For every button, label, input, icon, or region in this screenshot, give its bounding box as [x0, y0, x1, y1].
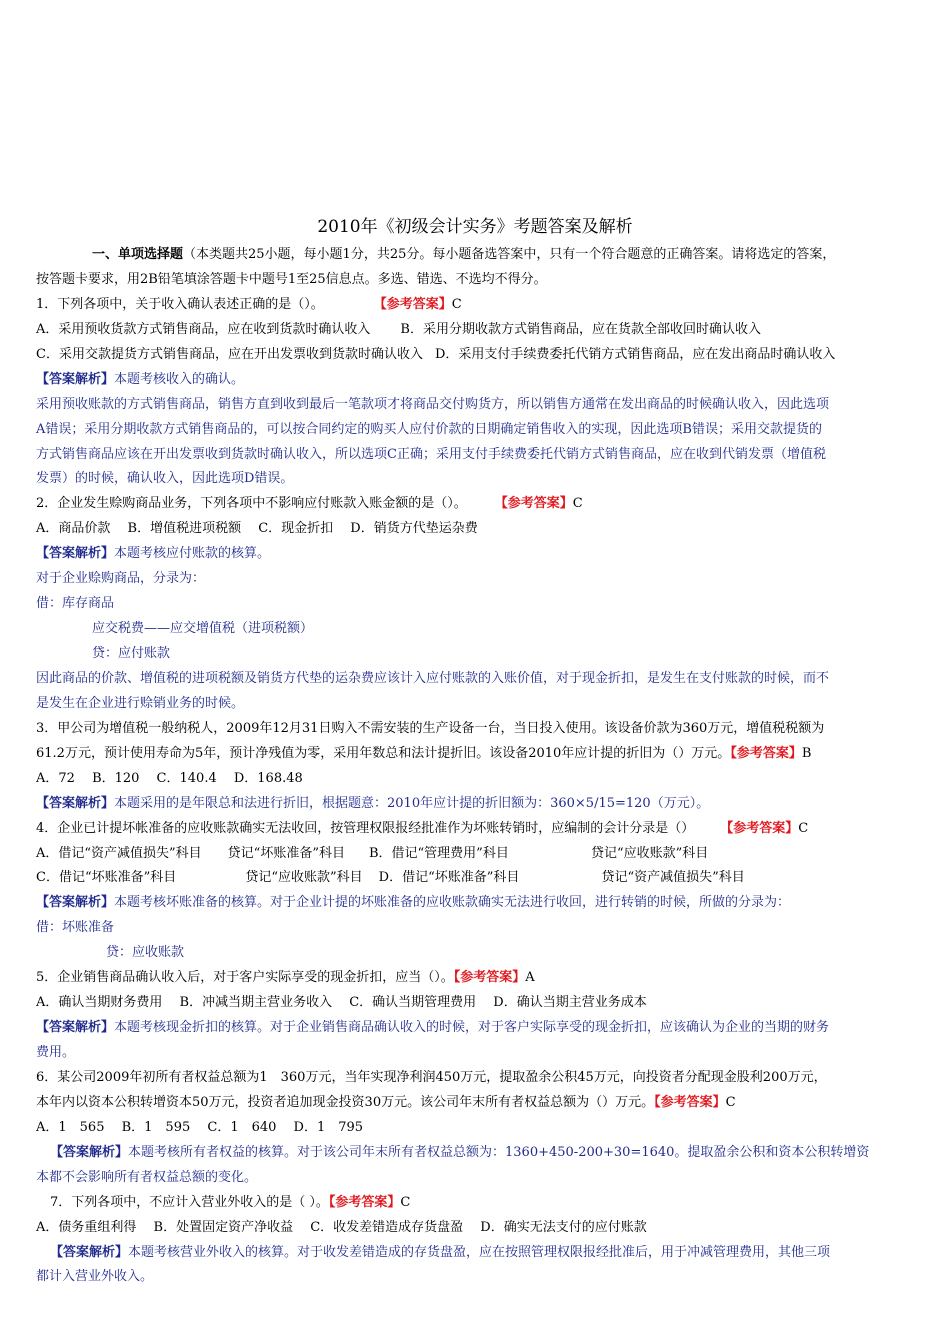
q1-options-cd — [36, 343, 916, 368]
q3-answer-tag: 【参考答案】 — [730, 745, 802, 761]
q3-stem-2: 61.2万元，预计使用寿命为5年，预计净残值为零，采用年数总和法计提折旧。该设备2010年应计提的折旧为（）万元。 — [36, 745, 731, 761]
q4-option-c: C．借记“坏账准备”科目 贷记“应收账款”科目 — [36, 870, 363, 886]
q2-entry-intro: 对于企业赊购商品，分录为： — [36, 571, 206, 587]
q7-options: A．债务重组利得 B．处置固定资产净收益 C．收发差错造成存货盘盈 D．确实无法支付的应付账款 — [36, 1219, 647, 1235]
q4-analysis-line — [36, 891, 916, 916]
q5-options: A．确认当期财务费用 B．冲减当期主营业务收入 C．确认当期管理费用 D．确认当期主营业务成本 — [36, 995, 647, 1011]
q3-analysis: 本题采用的是年限总和法进行折旧，根据题意：2010年应计提的折旧额为：360×5/15=120（万元）。 — [114, 795, 710, 811]
q1-options-ab — [36, 318, 916, 343]
q1-explain-3: 方式销售商品应该在开出发票收到货款时确认收入，所以选项C正确；采用支付手续费委托代销方式销售商品，应在收到代销发票（增值税 — [36, 446, 826, 462]
q7-answer-tag: 【参考答案】 — [328, 1194, 401, 1210]
q1-analysis-tag: 【答案解析】 — [36, 371, 115, 387]
q1-option-a: A．采用预收货款方式销售商品，应在收到货款时确认收入 — [36, 321, 371, 337]
q2-options: A．商品价款 B．增值税进项税额 C．现金折扣 D．销货方代垫运杂费 — [36, 521, 478, 537]
q3-answer: B — [801, 745, 812, 761]
q1-option-b: B．采用分期收款方式销售商品，应在货款全部收回时确认收入 — [400, 321, 761, 337]
q4-options-cd — [36, 866, 916, 891]
q1-answer: C — [451, 296, 462, 312]
q4-analysis-tag: 【答案解析】 — [36, 895, 115, 911]
section-intro-text-1: （本类题共25小题，每小题1分，共25分。每小题备选答案中，只有一个符合题意的正确答案。请将选定的答案， — [183, 247, 836, 262]
q4-analysis: 本题考核坏账准备的核算。对于企业计提的坏账准备的应收账款确实无法进行收回，进行转销的时候，所做的分录为： — [114, 895, 791, 911]
q6-answer-tag: 【参考答案】 — [654, 1094, 726, 1110]
document-title: 2010年《初级会计实务》考题答案及解析 — [317, 217, 633, 237]
q5-analysis-1: 本题考核现金折扣的核算。对于企业销售商品确认收入的时候，对于客户实际享受的现金折扣，应该确认为企业的当期的财务 — [114, 1020, 830, 1036]
q3-analysis-tag: 【答案解析】 — [36, 795, 115, 811]
q1-option-c: C．采用交款提货方式销售商品，应在开出发票收到货款时确认收入 — [36, 346, 423, 362]
q5-answer-tag: 【参考答案】 — [453, 970, 526, 986]
q2-stem-line — [36, 492, 916, 517]
section-intro-line-2: 按答题卡要求，用2B铅笔填涂答题卡中题号1至25信息点。多选、错选、不选均不得分。 — [36, 271, 547, 287]
q2-explain-1: 因此商品的价款、增值税的进项税额及销货方代垫的运杂费应该计入应付账款的入账价值，对于现金折扣，是发生在支付账款的时候，而不 — [36, 670, 830, 686]
q4-answer: C — [798, 820, 809, 836]
q3-stem-line-2 — [36, 742, 916, 767]
q4-entry-debit: 借：坏账准备 — [36, 920, 115, 936]
q2-answer-tag: 【参考答案】 — [494, 496, 573, 512]
q2-analysis-tag: 【答案解析】 — [36, 546, 115, 562]
q7-analysis-1: 本题考核营业外收入的核算。对于收发差错造成的存货盘盈，应在按照管理权限报经批准后，用于冲减管理费用，其他三项 — [128, 1244, 831, 1260]
section-intro-line-1 — [36, 243, 916, 268]
q6-stem-line-1: 6．某公司2009年初所有者权益总额为1 360万元，当年实现净利润450万元，提取盈余公积45万元，向投资者分配现金股利200万元， — [36, 1069, 827, 1085]
document-body — [36, 243, 916, 1290]
q6-analysis-2: 本都不会影响所有者权益总额的变化。 — [36, 1169, 258, 1185]
q2-analysis: 本题考核应付账款的核算。 — [114, 546, 271, 562]
section-heading: 一、单项选择题 — [92, 247, 184, 262]
q3-analysis-line — [36, 792, 916, 817]
q2-entry-credit: 贷：应付账款 — [92, 646, 171, 661]
q1-analysis: 本题考核收入的确认。 — [114, 371, 245, 387]
q7-stem-line — [36, 1191, 916, 1216]
q2-entry-debit: 借：库存商品 — [36, 596, 115, 612]
q1-explain-1: 采用预收账款的方式销售商品，销售方直到收到最后一笔款项才将商品交付购货方，所以销售方通常在发出商品的时候确认收入，因此选项 — [36, 396, 830, 412]
q1-stem: 1．下列各项中，关于收入确认表述正确的是（）。 — [36, 296, 324, 312]
q3-options: A．72 B．120 C．140.4 D．168.48 — [36, 770, 303, 786]
q4-stem-line — [36, 817, 916, 842]
q5-stem-line — [36, 966, 916, 991]
q4-options-ab — [36, 842, 916, 867]
q4-option-a: A．借记“资产减值损失”科目 贷记“坏账准备”科目 — [36, 845, 345, 861]
q4-option-b: B．借记“管理费用”科目 贷记“应收账款”科目 — [368, 845, 709, 861]
q5-answer: A — [525, 970, 535, 986]
q1-option-d: D．采用支付手续费委托代销方式销售商品，应在发出商品时确认收入 — [434, 346, 836, 362]
q2-answer: C — [572, 496, 583, 512]
q2-entry-debit-2: 应交税费——应交增值税（进项税额） — [92, 621, 314, 637]
q6-options: A．1 565 B．1 595 C．1 640 D．1 795 — [36, 1119, 364, 1135]
q1-answer-tag: 【参考答案】 — [373, 296, 452, 312]
q5-analysis-2: 费用。 — [36, 1045, 76, 1060]
q5-analysis-tag: 【答案解析】 — [36, 1020, 115, 1036]
q6-stem-line-2 — [36, 1091, 916, 1116]
q2-analysis-line — [36, 542, 916, 567]
q4-answer-tag: 【参考答案】 — [720, 820, 799, 836]
q6-stem-2: 本年内以资本公积转增资本50万元，投资者追加现金投资30万元。该公司年末所有者权益总额为（）万元。 — [36, 1094, 655, 1110]
q2-explain-2: 是发生在企业进行赊销业务的时候。 — [36, 695, 245, 711]
q2-stem: 2．企业发生赊购商品业务，下列各项中不影响应付账款入账金额的是（）。 — [36, 496, 467, 512]
q4-stem: 4．企业已计提坏帐准备的应收账款确实无法收回，按管理权限报经批准作为坏账转销时，应编制的会计分录是（） — [36, 820, 695, 836]
q1-stem-line — [36, 293, 916, 318]
q7-analysis-line — [36, 1241, 916, 1266]
q1-analysis-line — [36, 368, 916, 393]
q1-explain-2: A错误；采用分期收款方式销售商品的，可以按合同约定的购买人应付价款的日期确定销售收入的实现，因此选项B错误；采用交款提货的 — [36, 421, 822, 437]
q4-entry-credit: 贷：应收账款 — [106, 945, 185, 961]
q7-answer: C — [400, 1194, 411, 1210]
q7-stem: 7．下列各项中，不应计入营业外收入的是（ ）。 — [50, 1194, 329, 1210]
q3-stem-line-1: 3．甲公司为增值税一般纳税人，2009年12月31日购入不需安装的生产设备一台，当日投入使用。该设备价款为360万元，增值税税额为 — [36, 720, 825, 736]
q5-stem: 5．企业销售商品确认收入后，对于客户实际享受的现金折扣，应当（）。 — [36, 970, 454, 986]
q7-analysis-tag: 【答案解析】 — [50, 1244, 129, 1260]
q7-analysis-2: 都计入营业外收入。 — [36, 1269, 154, 1285]
q6-analysis-1: 本题考核所有者权益的核算。对于该公司年末所有者权益总额为：1360+450-200+30=1640。提取盈余公积和资本公积转增资 — [128, 1144, 870, 1160]
q6-analysis-line — [36, 1141, 916, 1166]
q6-analysis-tag: 【答案解析】 — [50, 1144, 129, 1160]
q6-answer: C — [725, 1094, 736, 1110]
q1-explain-4: 发票）的时候，确认收入，因此选项D错误。 — [36, 471, 294, 487]
q4-option-d: D．借记“坏账准备”科目 贷记“资产减值损失”科目 — [378, 870, 745, 886]
q5-analysis-line — [36, 1016, 916, 1041]
